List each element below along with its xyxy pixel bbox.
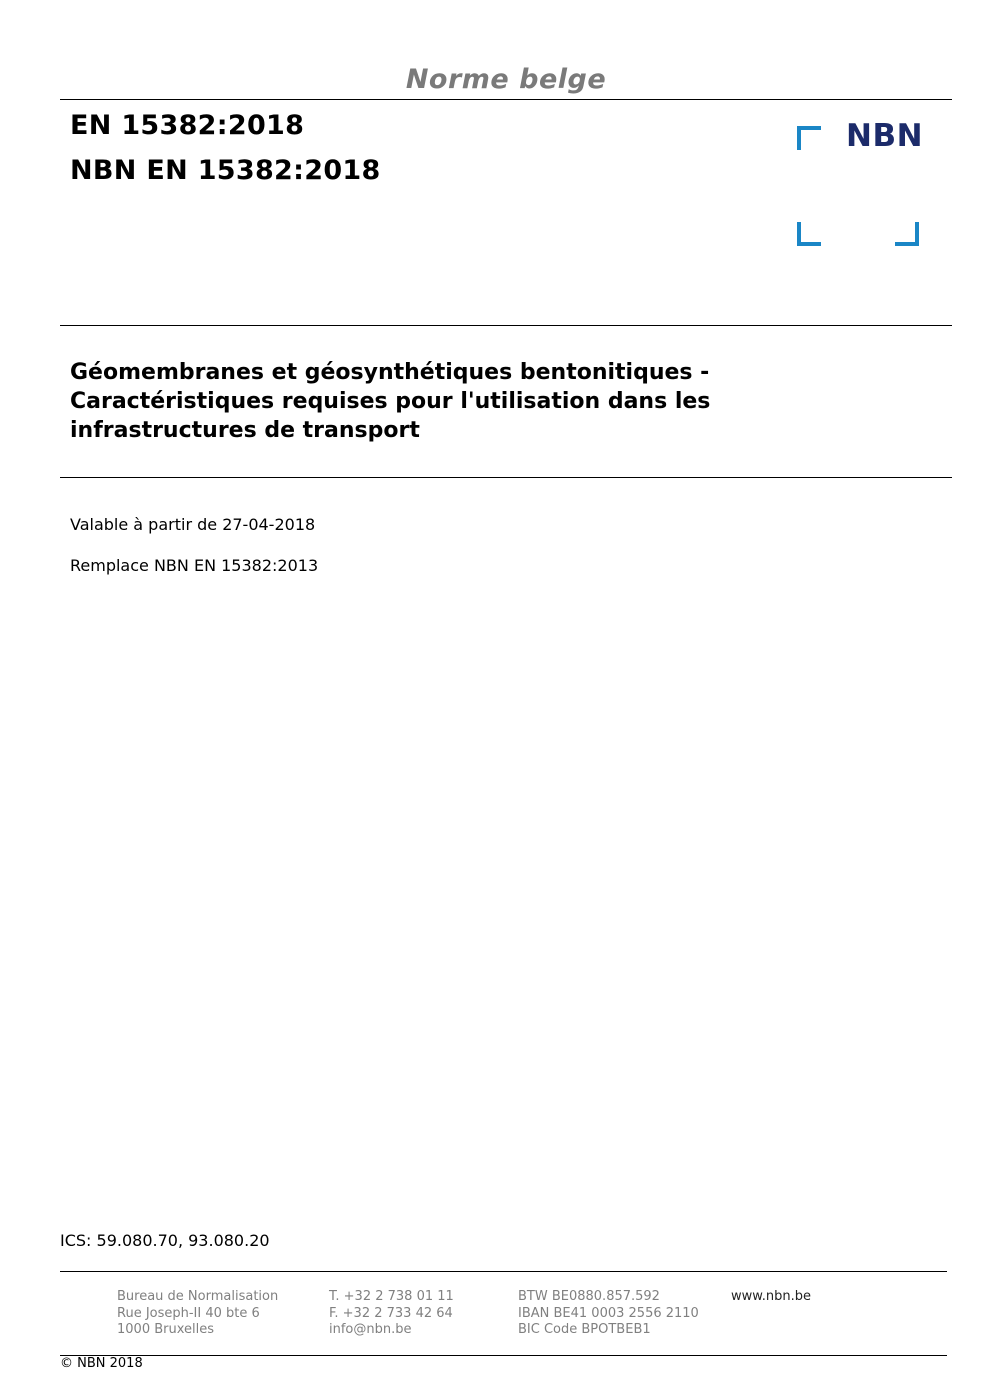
en-standard-number: EN 15382:2018 <box>70 110 305 141</box>
valid-from-text: Valable à partir de 27-04-2018 <box>70 515 316 534</box>
title-line: infrastructures de transport <box>70 418 420 443</box>
footer-address <box>117 1289 278 1339</box>
nbn-standard-number: NBN EN 15382:2018 <box>70 155 381 186</box>
footer-top-divider <box>60 1271 947 1272</box>
title-line: Géomembranes et géosynthétiques bentonitiques - <box>70 360 710 385</box>
document-title <box>70 358 830 445</box>
address-line: 1000 Bruxelles <box>117 1322 215 1337</box>
copyright-notice: © NBN 2018 <box>60 1356 143 1371</box>
vat-number: BTW BE0880.857.592 <box>518 1289 660 1304</box>
replaces-text: Remplace NBN EN 15382:2013 <box>70 556 319 575</box>
website-link[interactable]: www.nbn.be <box>731 1289 811 1304</box>
logo-wordmark: NBN <box>846 118 924 154</box>
phone-number: T. +32 2 738 01 11 <box>329 1289 454 1304</box>
header-divider <box>60 99 952 100</box>
title-top-divider <box>60 325 952 326</box>
fax-number: F. +32 2 733 42 64 <box>329 1305 453 1321</box>
address-line: Bureau de Normalisation <box>117 1289 279 1304</box>
footer-banking <box>518 1289 699 1339</box>
ics-codes: ICS: 59.080.70, 93.080.20 <box>60 1231 270 1250</box>
iban-number: IBAN BE41 0003 2556 2110 <box>518 1305 699 1321</box>
footer-contact <box>329 1289 454 1339</box>
title-line: Caractéristiques requises pour l'utilisation dans les <box>70 389 711 414</box>
email-link[interactable]: info@nbn.be <box>329 1322 412 1337</box>
footer-website <box>731 1289 811 1306</box>
title-bottom-divider <box>60 477 952 478</box>
footer-bottom-divider <box>60 1355 947 1356</box>
bic-code: BIC Code BPOTBEB1 <box>518 1322 651 1337</box>
document-type-label: Norme belge <box>405 64 607 95</box>
address-line: Rue Joseph-II 40 bte 6 <box>117 1305 260 1321</box>
